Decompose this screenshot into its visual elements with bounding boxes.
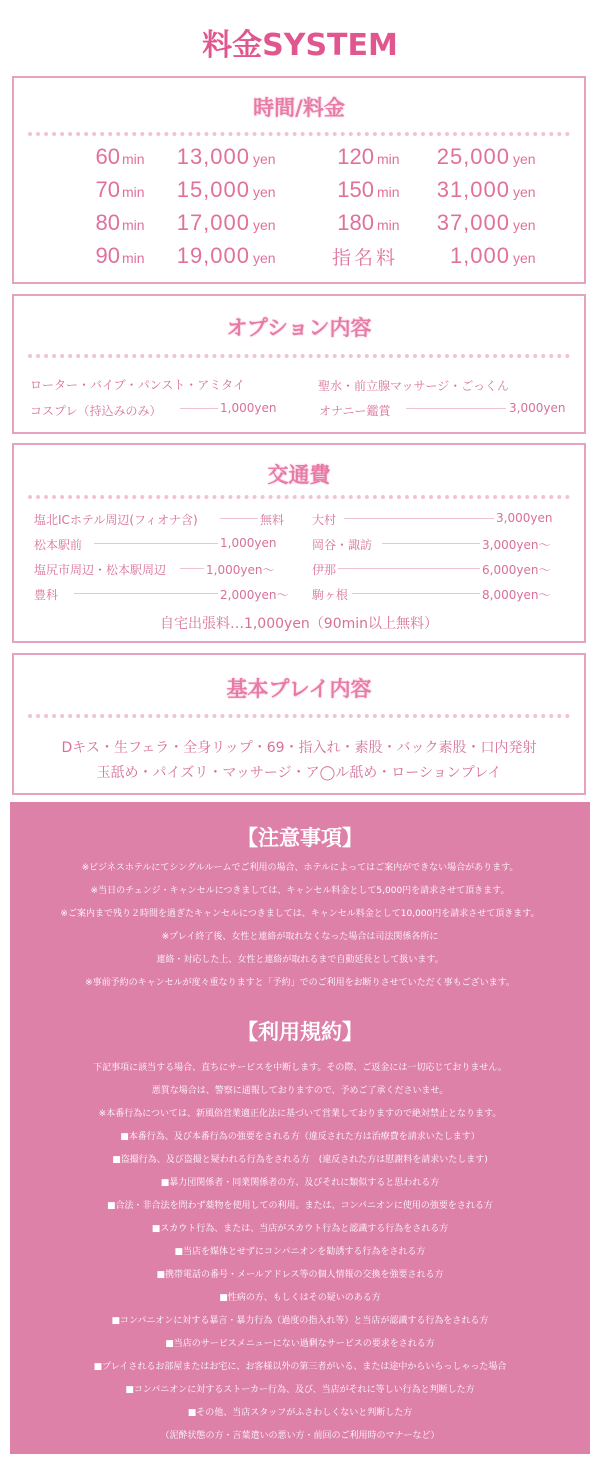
price: 15,000	[176, 177, 250, 202]
price-row	[14, 208, 584, 238]
transport-fee: 6,000yen〜	[482, 563, 551, 577]
option-item: ローター・バイブ・パンスト・アミタイ	[30, 378, 246, 392]
divider	[28, 714, 570, 718]
terms-line: ■当店のサービスメニューにない過剰なサービスの要求をされる方	[165, 1339, 435, 1349]
nomination-row	[14, 241, 584, 271]
terms-line: ■携帯電話の番号・メールアドレス等の個人情報の交換を強要される方	[156, 1270, 444, 1280]
transport-fee: 8,000yen〜	[482, 588, 551, 602]
notice-line: ※ご案内まで残り２時間を過ぎたキャンセルにつきましては、キャンセル料金として10,000円を請求させて頂きます。	[60, 909, 540, 919]
duration: 150	[337, 177, 374, 202]
options-title: オプション内容	[226, 316, 372, 340]
basic-play-line: Dキス・生フェラ・全身リップ・69・指入れ・素股・バック素股・口内発射	[61, 740, 537, 756]
duration: 90	[95, 243, 120, 268]
option-item-label: コスプレ（持込みのみ）	[30, 404, 162, 418]
transport-fee: 3,000yen〜	[482, 538, 551, 552]
terms-line: ■盗撮行為、及び盗撮と疑われる行為をされる方 (違反された方は慰謝料を請求いたします)	[112, 1155, 488, 1165]
notice-panel	[10, 802, 590, 1454]
price-unit: yen	[253, 217, 276, 233]
leader-line	[344, 518, 494, 519]
notice-line: ※当日のチェンジ・キャンセルにつきましては、キャンセル料金として5,000円を請求させて頂きます。	[90, 886, 510, 896]
transport-area: 塩尻市周辺・松本駅周辺	[34, 563, 167, 577]
option-item: 聖水・前立腺マッサージ・ごっくん	[318, 379, 510, 393]
price-unit: yen	[253, 250, 276, 266]
duration-unit: min	[377, 184, 400, 200]
terms-line: ■合法・非合法を問わず薬物を使用しての利用。または、コンパニオンに使用の強要をされる方	[107, 1201, 493, 1211]
option-item-value: 1,000yen	[220, 401, 277, 415]
terms-line: 下記事項に該当する場合、直ちにサービスを中断します。その際、ご返金には一切応じておりません。	[93, 1063, 507, 1073]
terms-title: 【利用規約】	[237, 1020, 363, 1044]
leader-line	[382, 543, 480, 544]
transport-area: 岡谷・諏訪	[312, 538, 373, 552]
duration: 70	[95, 177, 120, 202]
basic-play-box	[12, 653, 586, 795]
transport-area: 豊科	[34, 588, 59, 602]
transport-fee: 1,000yen	[220, 536, 277, 550]
transport-area: 大村	[312, 513, 337, 527]
price-row	[14, 142, 584, 172]
price: 19,000	[176, 243, 250, 268]
leader-line	[180, 568, 204, 569]
notice-line: ※プレイ終了後、女性と連絡が取れなくなった場合は司法関係各所に	[161, 932, 439, 942]
terms-line: ■性病の方、もしくはその疑いのある方	[219, 1293, 381, 1303]
duration: 80	[95, 210, 120, 235]
terms-line: ■コンパニオンに対するストーカー行為、及び、当店がそれに等しい行為と判断した方	[125, 1385, 475, 1395]
divider	[28, 132, 570, 136]
home-trip-fee: 自宅出張料…1,000yen（90min以上無料）	[159, 616, 439, 632]
duration-unit: min	[122, 217, 145, 233]
leader-line	[94, 543, 218, 544]
option-item-value: 3,000yen	[509, 401, 566, 415]
notice-line: ※ビジネスホテルにてシングルルームでご利用の場合、ホテルによってはご案内ができない場合があります。	[81, 863, 519, 873]
leader-line	[338, 568, 480, 569]
transport-area: 伊那	[312, 563, 337, 577]
terms-line: ※本番行為については、新風俗営業適正化法に基づいて営業しておりますので絶対禁止となります。	[98, 1109, 502, 1119]
time-price-box	[12, 76, 586, 284]
transport-box	[12, 443, 586, 643]
notice-title: 【注意事項】	[237, 826, 363, 850]
nomination-label: 指名料	[332, 247, 399, 269]
duration: 120	[337, 144, 374, 169]
leader-line	[74, 593, 218, 594]
duration: 60	[95, 144, 120, 169]
transport-fee: 無料	[260, 513, 285, 527]
terms-line: ■本番行為、及び本番行為の強要をされる方（違反された方は治療費を請求いたします）	[120, 1132, 480, 1142]
transport-area: 塩北ICホテル周辺(フィオナ含)	[34, 513, 198, 527]
terms-line: 悪質な場合は、警察に通報しておりますので、予めご了承くださいませ。	[151, 1086, 449, 1096]
price-unit: yen	[513, 217, 536, 233]
divider	[28, 354, 570, 358]
leader-line	[220, 518, 258, 519]
terms-line: ■その他、当店スタッフがふさわしくないと判断した方	[187, 1408, 413, 1418]
option-item-label: オナニー鑑賞	[319, 404, 391, 418]
price: 17,000	[176, 210, 250, 235]
terms-line: ■当店を媒体とせずにコンパニオンを勧誘する行為をされる方	[174, 1247, 426, 1257]
time-price-title: 時間/料金	[253, 96, 345, 120]
duration-unit: min	[122, 184, 145, 200]
transport-fee: 1,000yen〜	[206, 563, 275, 577]
duration-unit: min	[122, 250, 145, 266]
price: 13,000	[176, 144, 250, 169]
leader-line	[352, 593, 480, 594]
price-unit: yen	[513, 151, 536, 167]
notice-line: ※事前予約のキャンセルが度々重なりますと「予約」でのご利用をお断りさせていただく事もございます。	[85, 978, 515, 988]
price: 37,000	[436, 210, 510, 235]
price-row	[14, 175, 584, 205]
options-box	[12, 294, 586, 434]
price-unit: yen	[253, 151, 276, 167]
transport-area: 松本駅前	[34, 538, 83, 552]
terms-line: ■スカウト行為、または、当店がスカウト行為と認識する行為をされる方	[151, 1224, 449, 1234]
terms-line: （泥酔状態の方・言葉遣いの悪い方・前回のご利用時のマナーなど）	[160, 1431, 440, 1441]
transport-title: 交通費	[267, 463, 331, 487]
price-unit: yen	[253, 184, 276, 200]
transport-fee: 2,000yen〜	[220, 588, 289, 602]
leader-line	[180, 408, 218, 409]
duration-unit: min	[377, 151, 400, 167]
duration: 180	[337, 210, 374, 235]
transport-area: 駒ヶ根	[312, 588, 349, 602]
price-unit: yen	[513, 184, 536, 200]
price: 31,000	[436, 177, 510, 202]
basic-play-line: 玉舐め・パイズリ・マッサージ・ア◯ル舐め・ローションプレイ	[96, 765, 502, 781]
notice-line: 連絡・対応した上、女性と連絡が取れるまで自動延長として扱います。	[156, 955, 444, 965]
price: 25,000	[436, 144, 510, 169]
terms-line: ■プレイされるお部屋またはお宅に、お客様以外の第三者がいる、または途中からいらっしゃった場合	[93, 1362, 507, 1372]
leader-line	[406, 408, 506, 409]
page-title: 料金SYSTEM	[202, 28, 398, 63]
divider	[28, 495, 570, 499]
terms-line: ■暴力団関係者・同業関係者の方、及びそれに類似すると思われる方	[160, 1178, 440, 1188]
terms-line: ■コンパニオンに対する暴言・暴力行為（過度の指入れ等）と当店が認識する行為をされる方	[111, 1316, 489, 1326]
duration-unit: min	[377, 217, 400, 233]
duration-unit: min	[122, 151, 145, 167]
transport-fee: 3,000yen	[496, 511, 553, 525]
price: 1,000	[449, 243, 510, 268]
price-unit: yen	[513, 250, 536, 266]
basic-play-title: 基本プレイ内容	[226, 677, 372, 701]
